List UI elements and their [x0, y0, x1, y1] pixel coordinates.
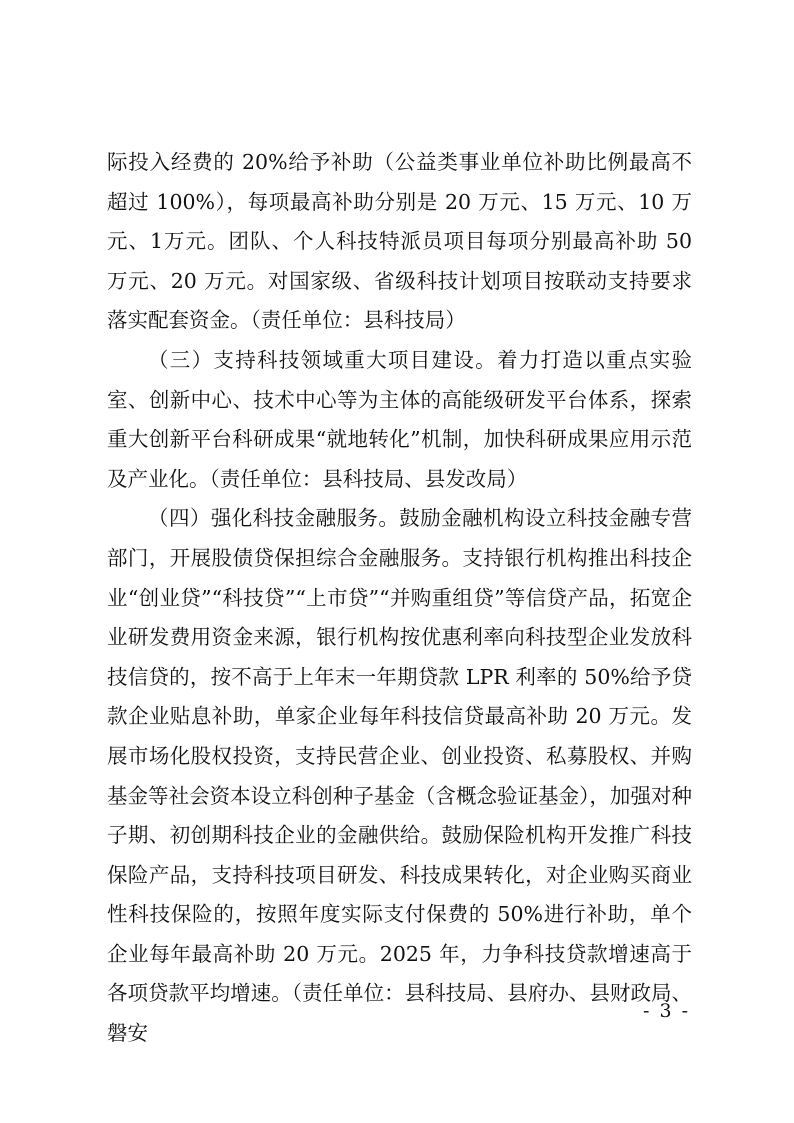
paragraph-section-three: （三）支持科技领域重大项目建设。着力打造以重点实验室、创新中心、技术中心等为主体的高能级研发平台体系，探索重大创新平台科研成果“就地转化”机制，加快科研成果应用示范及产业化。（责任单位：县科技局、县发改局） — [107, 347, 692, 491]
paragraph-section-four: （四）强化科技金融服务。鼓励金融机构设立科技金融专营部门，开展股债贷保担综合金融服务。支持银行机构推出科技企业“创业贷”“科技贷”“上市贷”“并购重组贷”等信贷产品，拓宽企业研发费用资金来源，银行机构按优惠利率向科技型企业发放科技信贷的，按不高于上年末一年期贷款 LPR 利率的 50%给予贷款企业贴息补助，单家企业每年科技信贷最高补助 20 万元。发展市场化股权投资，支持民营企业、创业投资、私募股权、并购基金等社会资本设立科创种子基金（含概念验证基金），加强对种子期、初创期科技企业的金融供给。鼓励保险机构开发推广科技保险产品，支持科技项目研发、科技成果转化，对企业购买商业性科技保险的，按照年度实际支付保费的 50%进行补助，单个企业每年最高补助 20 万元。2025 年，力争科技贷款增速高于各项贷款平均增速。（责任单位：县科技局、县府办、县财政局、磐安 — [107, 506, 692, 1046]
page-number: - 3 - — [642, 1000, 690, 1022]
paragraph-continuation: 际投入经费的 20%给予补助（公益类事业单位补助比例最高不超过 100%），每项最高补助分别是 20 万元、15 万元、10 万元、1万元。团队、个人科技特派员项目每项分别最高补助 50 万元、20 万元。对国家级、省级科技计划项目按联动支持要求落实配套资金。（责任单位：县科技局） — [107, 150, 692, 333]
body-text — [107, 143, 692, 1054]
